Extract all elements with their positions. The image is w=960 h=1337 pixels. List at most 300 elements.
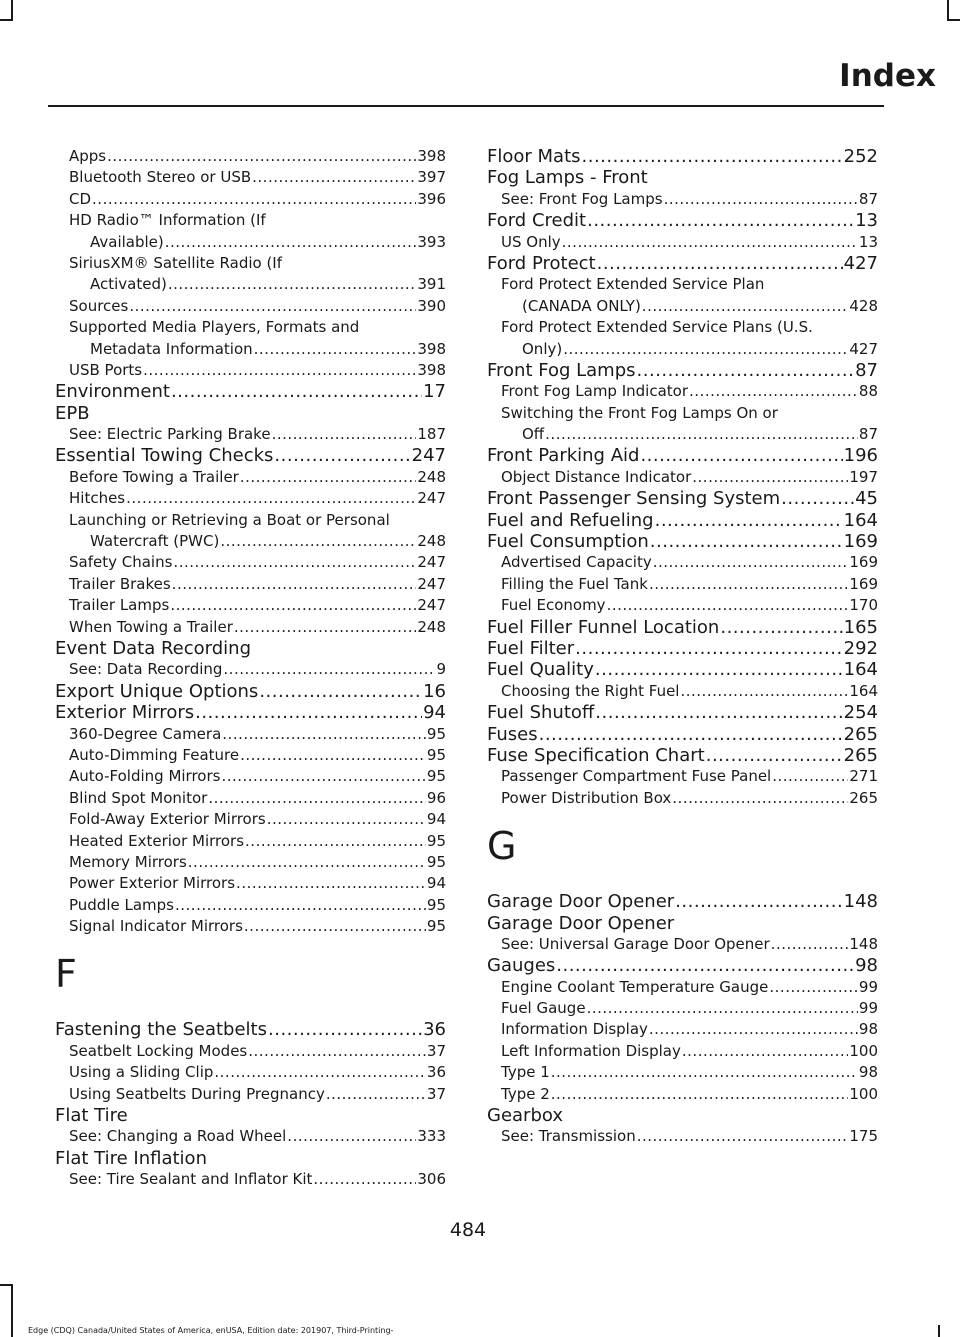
index-subentry[interactable] [487,681,878,702]
dot-leader [692,467,848,488]
page-reference[interactable]: 247 [417,553,446,572]
index-subentry[interactable] [55,809,446,830]
dot-leader [689,381,858,402]
page-reference[interactable]: 94 [426,874,446,893]
page-reference[interactable]: 333 [417,1127,446,1146]
page-reference[interactable]: 187 [417,425,446,444]
dot-leader [173,552,416,573]
index-subentry[interactable] [55,1126,446,1147]
entry-term: Power Exterior Mirrors [69,874,236,893]
page-reference[interactable]: 95 [426,895,446,914]
entry-term: Metadata Information [90,339,253,358]
dot-leader [107,146,416,167]
entry-term: Activated) [90,275,167,294]
index-subentry[interactable] [487,766,878,787]
dot-leader [587,998,858,1019]
entry-term: Bluetooth Stereo or USB [69,168,252,187]
entry-term: See: Tire Sealant and Inflator Kit [69,1170,313,1189]
entry-term: Information Display [501,1020,648,1039]
page-reference[interactable]: 196 [843,445,878,467]
dot-leader [222,724,426,745]
entry-term: Fuse Specification Chart [487,744,705,766]
entry-term: Front Parking Aid [487,445,640,467]
entry-term: 360-Degree Camera [69,724,222,743]
crop-mark [938,1325,940,1337]
entry-term: Export Unique Options [55,680,259,702]
dot-leader [653,552,849,573]
index-heading[interactable]: Flat Tire [55,1105,128,1127]
index-subentry[interactable]: Launching or Retrieving a Boat or Personal [69,510,390,529]
entry-term: Fuel Filter [487,637,575,659]
index-subentry[interactable] [55,339,446,360]
page-reference[interactable]: 427 [843,252,878,274]
index-subentry[interactable] [55,424,446,445]
entry-term: Fold-Away Exterior Mirrors [69,810,266,829]
dot-leader [240,745,426,766]
dot-leader [637,1126,849,1147]
dot-leader [595,702,842,723]
index-subentry[interactable] [55,232,446,253]
index-subentry[interactable]: Switching the Front Fog Lamps On or [501,403,778,422]
dot-leader [326,1084,426,1105]
dot-leader [556,955,854,976]
entry-term: When Towing a Trailer [69,617,233,636]
index-heading[interactable]: EPB [55,402,90,424]
entry-term: Fuel Shutoff [487,702,595,724]
page-reference[interactable]: 265 [843,744,878,766]
index-entry[interactable] [55,1019,446,1040]
entry-term: Auto-Dimming Feature [69,745,240,764]
dot-leader [165,232,417,253]
entry-term: See: Front Fog Lamps [501,189,663,208]
page-reference[interactable]: 248 [417,617,446,636]
entry-term: Front Fog Lamp Indicator [501,382,689,401]
index-subentry[interactable] [487,381,878,402]
dot-leader [254,339,417,360]
entry-term: Front Passenger Sensing System [487,488,781,510]
dot-leader [539,724,843,745]
index-subentry[interactable]: Supported Media Players, Formats and [69,318,360,337]
entry-term: Off [522,425,545,444]
index-subentry[interactable] [487,1041,878,1062]
index-subentry[interactable] [487,339,878,360]
entry-term: Front Fog Lamps [487,359,636,381]
page-reference[interactable]: 95 [426,767,446,786]
dot-leader [236,873,426,894]
index-entry[interactable] [487,724,878,745]
page-number: 484 [449,1219,487,1241]
dot-leader [720,617,842,638]
page-reference[interactable]: 397 [417,168,446,187]
entry-term: Puddle Lamps [69,895,174,914]
index-entry[interactable] [55,445,446,466]
index-subentry[interactable] [55,1062,446,1083]
index-subentry[interactable] [55,659,446,680]
page-reference[interactable]: 148 [849,934,878,953]
dot-leader [607,595,849,616]
page-reference[interactable]: 169 [849,574,878,593]
index-heading[interactable]: Fog Lamps - Front [487,167,648,189]
index-entry[interactable] [487,146,878,167]
page-reference[interactable]: 248 [417,532,446,551]
page-reference[interactable]: 9 [436,660,446,679]
page-reference[interactable]: 98 [858,1020,878,1039]
page-title: Index [839,58,936,94]
page-reference[interactable]: 164 [849,681,878,700]
dot-leader [287,1126,416,1147]
entry-term: Fastening the Seatbelts [55,1019,267,1041]
entry-term: See: Changing a Road Wheel [69,1127,287,1146]
entry-term: Fuel and Refueling [487,509,654,531]
dot-leader [772,766,848,787]
index-entry[interactable] [487,659,878,680]
dot-leader [244,916,426,937]
page-reference[interactable]: 16 [423,680,446,702]
dot-leader [245,831,426,852]
page-reference[interactable]: 100 [849,1084,878,1103]
index-subentry[interactable] [487,1019,878,1040]
dot-leader [551,1062,858,1083]
entry-term: Essential Towing Checks [55,445,274,467]
dot-leader [172,574,417,595]
index-subentry[interactable] [487,1126,878,1147]
entry-term: Power Distribution Box [501,788,672,807]
index-subentry[interactable] [55,274,446,295]
index-subentry[interactable] [55,552,446,573]
entry-term: Sources [69,296,129,315]
index-subentry[interactable] [55,146,446,167]
entry-term: Hitches [69,489,126,508]
entry-term: Trailer Brakes [69,574,171,593]
page-reference[interactable]: 37 [426,1084,446,1103]
entry-term: Advertised Capacity [501,553,652,572]
index-subentry[interactable] [487,1084,878,1105]
page-reference[interactable]: 99 [858,977,878,996]
entry-term: Environment [55,381,170,403]
index-subentry[interactable] [55,916,446,937]
dot-leader [655,510,843,531]
dot-leader [223,659,435,680]
dot-leader [781,488,854,509]
index-subentry[interactable] [55,1041,446,1062]
dot-leader [649,574,848,595]
index-subentry[interactable] [55,766,446,787]
index-subentry[interactable] [487,1062,878,1083]
dot-leader [252,167,416,188]
entry-term: Blind Spot Monitor [69,788,208,807]
dot-leader [675,891,842,912]
dot-leader [267,809,426,830]
index-subentry[interactable] [55,873,446,894]
dot-leader [595,659,843,680]
entry-term: Available) [90,232,164,251]
page-reference[interactable]: 254 [843,702,878,724]
page-reference[interactable]: 17 [423,381,446,403]
page-reference[interactable]: 197 [849,467,878,486]
page-reference[interactable]: 94 [423,702,446,724]
page-reference[interactable]: 169 [849,553,878,572]
index-heading[interactable]: Garage Door Opener [487,912,675,934]
index-heading[interactable]: Flat Tire Inflation [55,1147,207,1169]
page-reference[interactable]: 98 [858,1063,878,1082]
dot-leader [587,210,854,231]
page-reference[interactable]: 247 [411,445,446,467]
page-reference[interactable]: 37 [426,1041,446,1060]
index-entry[interactable] [487,531,878,552]
page-reference[interactable]: 428 [849,296,878,315]
index-subentry[interactable]: Ford Protect Extended Service Plan [501,275,765,294]
entry-term: Left Information Display [501,1041,681,1060]
index-subentry[interactable] [487,424,878,445]
dot-leader [582,146,843,167]
page-reference[interactable]: 391 [417,275,446,294]
entry-term: Object Distance Indicator [501,467,692,486]
dot-leader [168,274,417,295]
index-subentry[interactable] [55,745,446,766]
page-reference[interactable]: 148 [843,891,878,913]
page-reference[interactable]: 265 [843,723,878,745]
index-subentry[interactable] [487,296,878,317]
index-subentry[interactable] [487,552,878,573]
page-reference[interactable]: 95 [426,831,446,850]
entry-term: See: Electric Parking Brake [69,425,271,444]
entry-term: Trailer Lamps [69,596,170,615]
entry-term: See: Data Recording [69,660,223,679]
page-reference[interactable]: 100 [849,1041,878,1060]
dot-leader [259,681,422,702]
index-entry[interactable] [487,617,878,638]
dot-leader [597,253,843,274]
index-subentry[interactable] [487,574,878,595]
index-entry[interactable] [487,891,878,912]
index-subentry[interactable]: SiriusXM® Satellite Radio (If [69,253,283,272]
index-subentry[interactable] [55,1084,446,1105]
entry-term: US Only [501,232,561,251]
index-subentry[interactable] [487,977,878,998]
index-subentry[interactable] [55,595,446,616]
index-subentry[interactable]: HD Radio™ Information (If [69,211,266,230]
index-entry[interactable] [487,360,878,381]
dot-leader [650,531,843,552]
entry-term: Using Seatbelts During Pregnancy [69,1084,325,1103]
index-subentry[interactable] [55,724,446,745]
page-reference[interactable]: 95 [426,724,446,743]
page-reference[interactable]: 88 [858,382,878,401]
dot-leader [188,852,426,873]
index-subentry[interactable] [55,852,446,873]
page-reference[interactable]: 13 [858,232,878,251]
page-reference[interactable]: 164 [843,659,878,681]
index-subentry[interactable] [487,595,878,616]
entry-term: Heated Exterior Mirrors [69,831,245,850]
dot-leader [706,745,843,766]
entry-term: Passenger Compartment Fuse Panel [501,767,772,786]
entry-term: Exterior Mirrors [55,702,195,724]
index-subentry[interactable] [55,531,446,552]
dot-leader [92,189,416,210]
index-subentry[interactable] [55,488,446,509]
dot-leader [551,1084,849,1105]
entry-term: Fuel Economy [501,596,606,615]
page-reference[interactable]: 87 [855,359,878,381]
page-reference[interactable]: 170 [849,596,878,615]
dot-leader [195,702,422,723]
page-reference[interactable]: 398 [417,147,446,165]
page-reference[interactable]: 165 [843,616,878,638]
index-entry[interactable] [55,702,446,723]
page-reference[interactable]: 306 [417,1170,446,1189]
dot-leader [268,1019,422,1040]
dot-leader [664,189,858,210]
dot-leader [640,445,842,466]
index-entry[interactable] [487,702,878,723]
entry-term: USB Ports [69,360,143,379]
page-reference[interactable]: 36 [426,1063,446,1082]
page-reference[interactable]: 247 [417,596,446,615]
page-reference[interactable]: 169 [843,531,878,553]
entry-term: Fuses [487,723,538,745]
index-entry[interactable] [487,210,878,231]
index-subentry[interactable]: Ford Protect Extended Service Plans (U.S. [501,318,813,337]
page-reference[interactable]: 94 [426,810,446,829]
entry-term: Only) [522,339,563,358]
dot-leader [220,531,416,552]
page-reference[interactable]: 247 [417,489,446,508]
index-entry[interactable] [487,510,878,531]
entry-term: Using a Sliding Clip [69,1063,214,1082]
page-reference[interactable]: 95 [426,745,446,764]
dot-leader [680,681,848,702]
entry-term: Gauges [487,955,556,977]
page-reference[interactable]: 248 [417,467,446,486]
index-subentry[interactable] [55,1169,446,1190]
page-reference[interactable]: 95 [426,852,446,871]
crop-mark [11,0,13,20]
index-subentry[interactable] [487,998,878,1019]
page-reference[interactable]: 271 [849,767,878,786]
entry-term: (CANADA ONLY) [522,296,641,315]
dot-leader [637,360,855,381]
entry-term: Fuel Consumption [487,531,649,553]
page-reference[interactable]: 396 [417,189,446,208]
page-reference[interactable]: 95 [426,917,446,936]
index-subentry[interactable] [55,831,446,852]
page-reference[interactable]: 98 [855,955,878,977]
index-entry[interactable] [487,745,878,766]
index-subentry[interactable] [55,189,446,210]
page-reference[interactable]: 45 [855,488,878,510]
page-reference[interactable]: 393 [417,232,446,251]
dot-leader [221,766,425,787]
dot-leader [769,977,858,998]
crop-mark [11,1284,13,1337]
index-heading[interactable]: Event Data Recording [55,637,252,659]
dot-leader [129,296,416,317]
page-reference[interactable]: 96 [426,788,446,807]
index-entry[interactable] [487,488,878,509]
entry-term: Safety Chains [69,553,173,572]
dot-leader [642,296,849,317]
index-subentry[interactable] [487,467,878,488]
index-subentry[interactable] [487,189,878,210]
index-subentry[interactable] [55,574,446,595]
index-entry[interactable] [487,253,878,274]
dot-leader [545,424,858,445]
dot-leader [274,445,410,466]
page-reference[interactable]: 87 [858,189,878,208]
dot-leader [214,1062,426,1083]
entry-term: Fuel Quality [487,659,594,681]
page-reference[interactable]: 247 [417,574,446,593]
entry-term: Floor Mats [487,146,581,167]
index-subentry[interactable] [487,788,878,809]
entry-term: Fuel Gauge [501,999,586,1018]
dot-leader [175,895,426,916]
page-reference[interactable]: 427 [849,339,878,358]
index-subentry[interactable] [55,296,446,317]
index-column-left [55,146,446,1191]
dot-leader [240,467,417,488]
dot-leader [649,1019,858,1040]
page-reference[interactable]: 175 [849,1127,878,1146]
index-subentry[interactable] [55,167,446,188]
entry-term: Auto-Folding Mirrors [69,767,221,786]
dot-leader [171,381,422,402]
index-entry[interactable] [487,638,878,659]
page-reference[interactable]: 390 [417,296,446,315]
index-subentry[interactable] [55,788,446,809]
entry-term: Type 2 [501,1084,550,1103]
dot-leader [208,788,426,809]
page-reference[interactable]: 398 [417,339,446,358]
index-subentry[interactable] [487,934,878,955]
index-subentry[interactable] [55,895,446,916]
entry-term: Engine Coolant Temperature Gauge [501,977,769,996]
page-reference[interactable]: 99 [858,999,878,1018]
index-entry[interactable] [55,381,446,402]
page-reference[interactable]: 265 [849,788,878,807]
page-reference[interactable]: 87 [858,425,878,444]
entry-term: Ford Credit [487,210,587,232]
dot-leader [143,360,416,381]
page-reference[interactable]: 36 [423,1019,446,1041]
dot-leader [234,617,416,638]
page-reference[interactable]: 252 [843,146,878,167]
index-subentry[interactable] [55,467,446,488]
page-reference[interactable]: 398 [417,360,446,379]
index-subentry[interactable] [55,360,446,381]
page-reference[interactable]: 13 [855,210,878,232]
index-subentry[interactable] [487,232,878,253]
entry-term: Watercraft (PWC) [90,532,220,551]
index-heading[interactable]: Gearbox [487,1105,563,1127]
entry-term: Fuel Filler Funnel Location [487,616,720,638]
index-subentry[interactable] [55,617,446,638]
index-entry[interactable] [487,445,878,466]
entry-term: Garage Door Opener [487,891,675,913]
index-entry[interactable] [487,955,878,976]
entry-term: Ford Protect [487,252,596,274]
dot-leader [313,1169,416,1190]
page-reference[interactable]: 292 [843,637,878,659]
index-entry[interactable] [55,681,446,702]
page-reference[interactable]: 164 [843,509,878,531]
dot-leader [272,424,417,445]
dot-leader [575,638,842,659]
entry-term: CD [69,189,92,208]
dot-leader [672,788,848,809]
entry-term: See: Transmission [501,1127,636,1146]
